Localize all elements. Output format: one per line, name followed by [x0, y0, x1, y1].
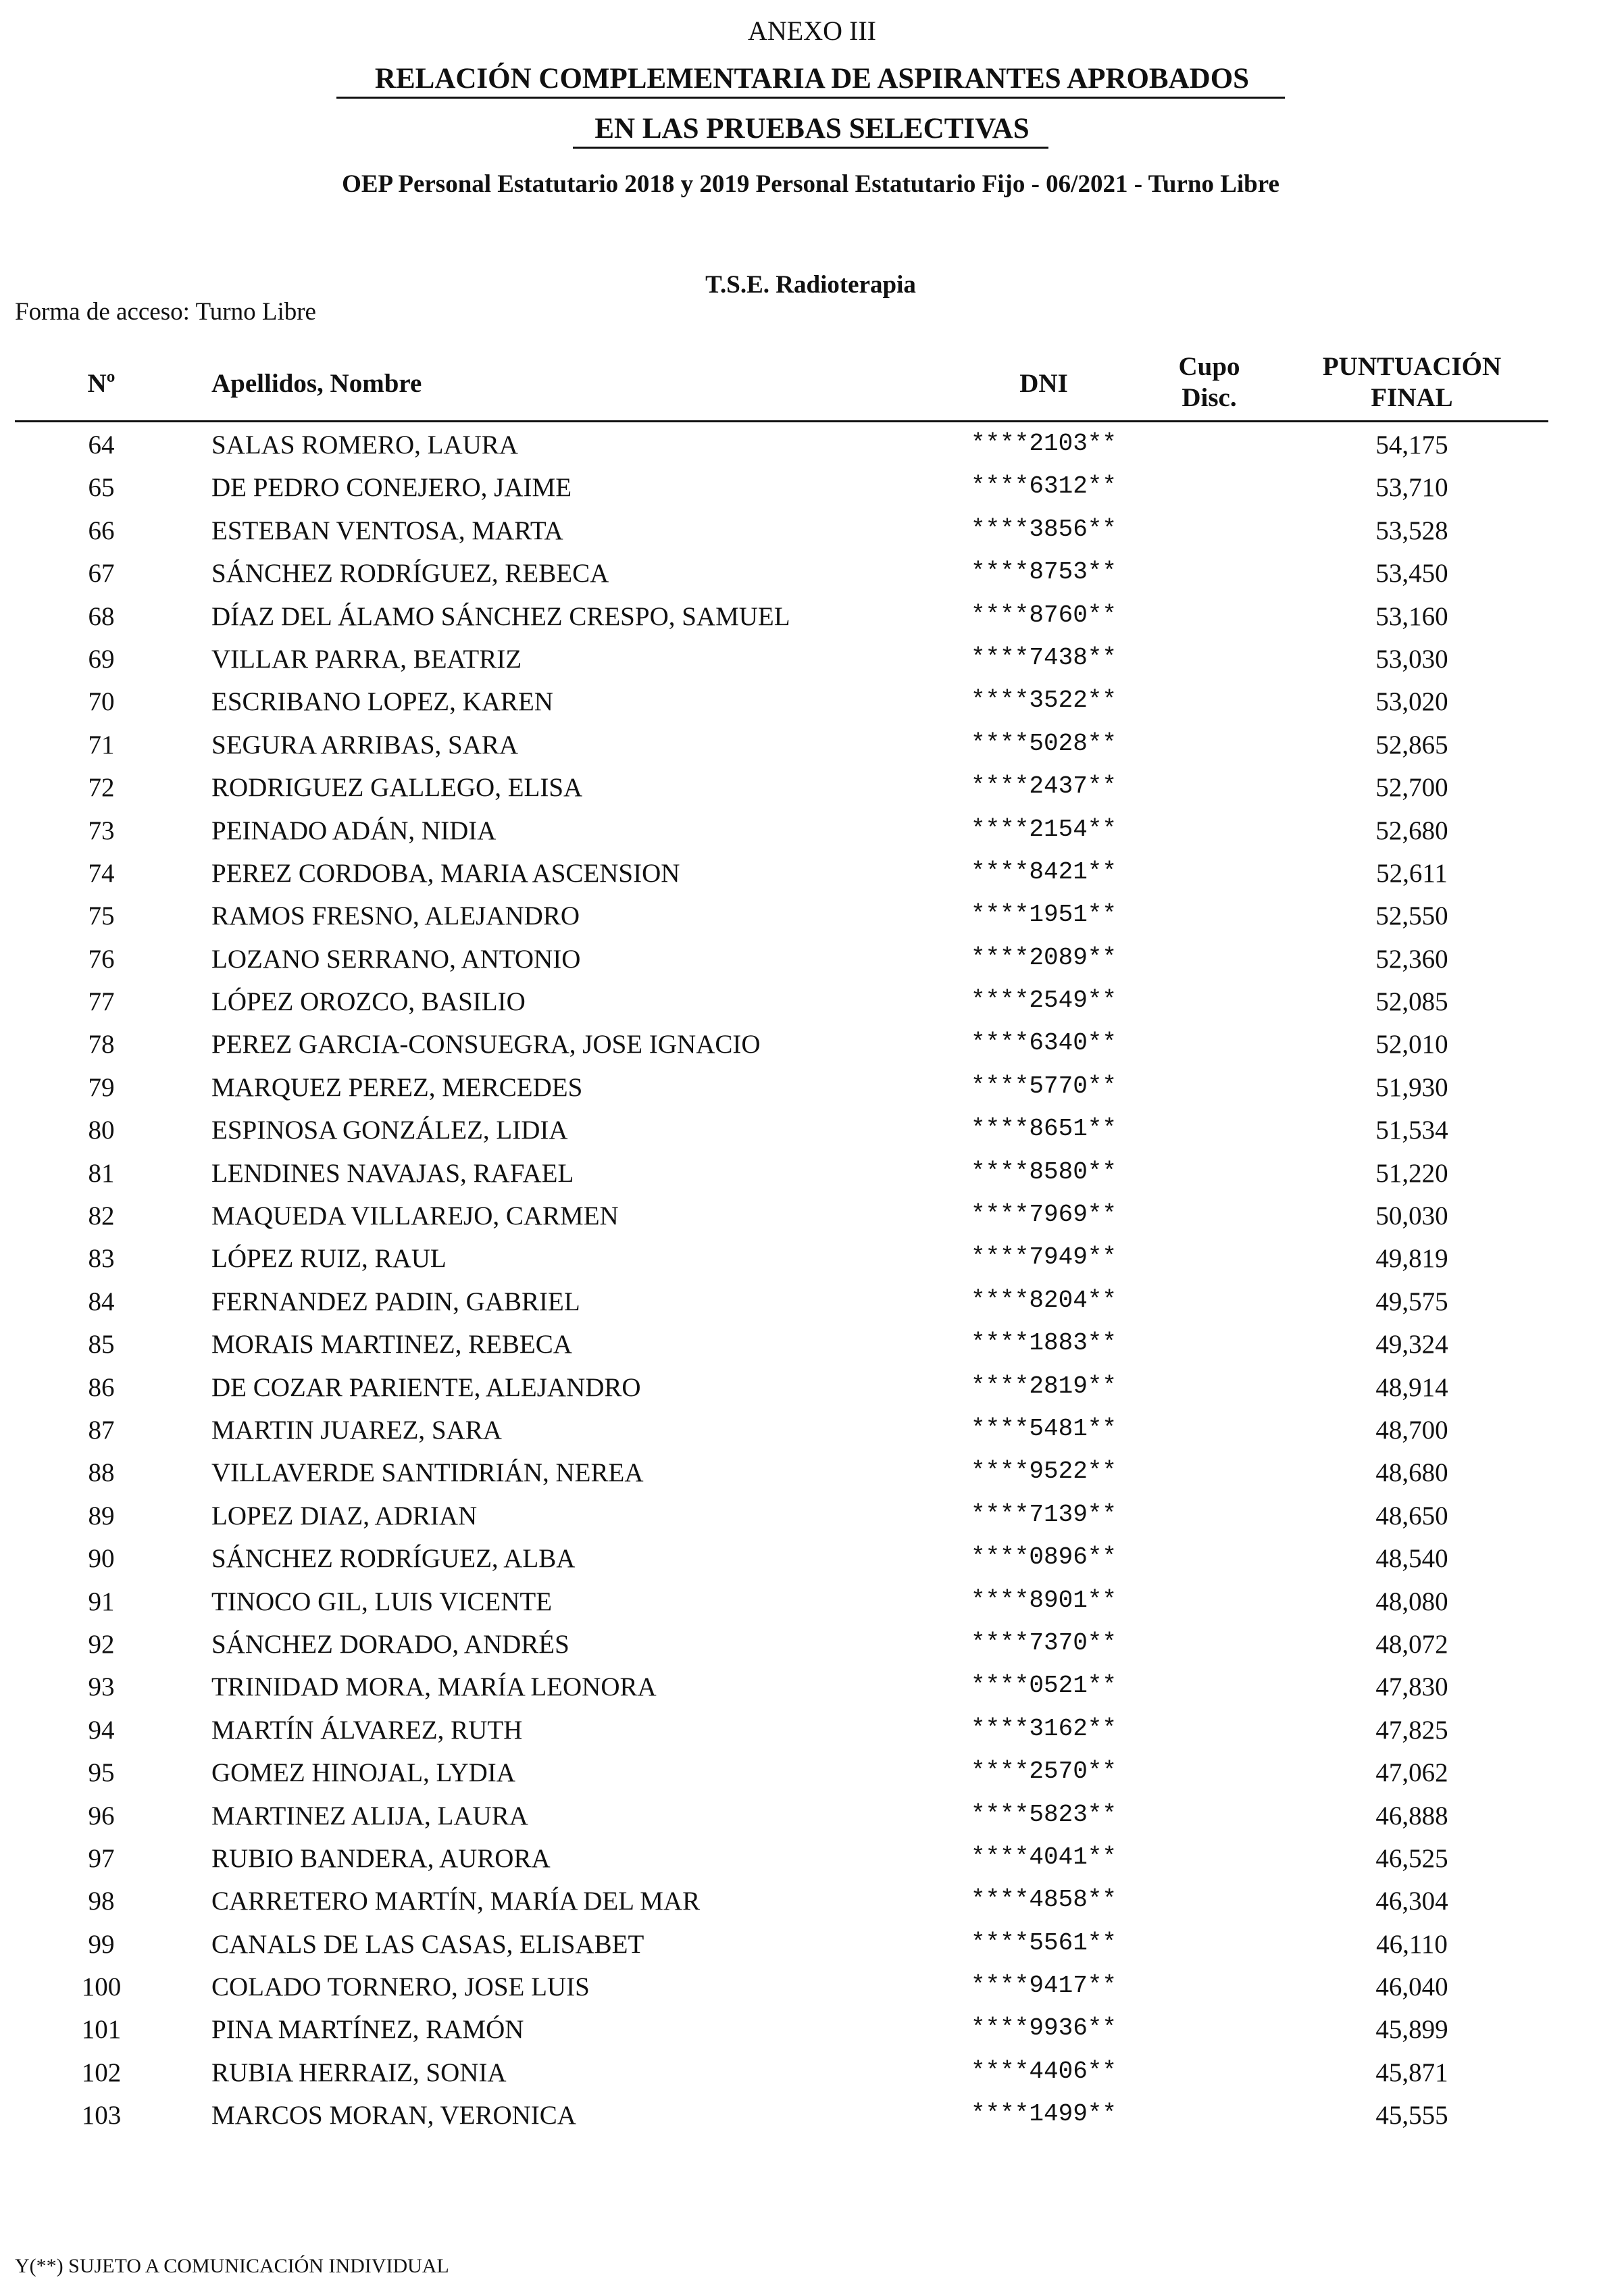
row-number: 83: [88, 1244, 115, 1274]
row-number: 76: [88, 944, 115, 974]
header-rule: [15, 420, 1548, 422]
row-number: 101: [81, 2015, 122, 2045]
row-dni: ****7370**: [970, 1628, 1117, 1657]
row-dni: ****1499**: [970, 2100, 1117, 2128]
row-name: LÓPEZ RUIZ, RAUL: [211, 1244, 447, 1274]
table-row: [0, 1665, 1624, 1708]
row-dni: ****8753**: [970, 558, 1117, 587]
row-number: 66: [88, 516, 115, 545]
row-name: GOMEZ HINOJAL, LYDIA: [211, 1758, 515, 1788]
annex-label: ANEXO III: [748, 16, 876, 46]
row-dni: ****7969**: [970, 1201, 1117, 1229]
row-score: 53,528: [1375, 516, 1448, 545]
row-dni: ****8760**: [970, 601, 1117, 629]
table-row: [0, 1580, 1624, 1622]
row-number: 88: [88, 1458, 115, 1488]
row-number: 68: [88, 601, 115, 631]
row-number: 90: [88, 1544, 115, 1574]
table-row: [0, 2051, 1624, 2093]
title-underline-2: [573, 147, 1048, 149]
row-dni: ****3856**: [970, 515, 1117, 543]
row-number: 85: [88, 1330, 115, 1360]
row-score: 46,888: [1375, 1801, 1448, 1830]
row-name: SÁNCHEZ RODRÍGUEZ, ALBA: [211, 1544, 576, 1574]
row-score: 49,819: [1375, 1244, 1448, 1274]
row-name: MAQUEDA VILLAREJO, CARMEN: [211, 1201, 619, 1231]
row-name: VILLAR PARRA, BEATRIZ: [211, 644, 522, 674]
table-row: [0, 1922, 1624, 1965]
row-score: 51,930: [1375, 1072, 1448, 1102]
row-number: 95: [88, 1758, 115, 1788]
row-name: CARRETERO MARTÍN, MARÍA DEL MAR: [211, 1887, 701, 1916]
row-score: 48,080: [1375, 1587, 1448, 1616]
table-row: [0, 1879, 1624, 1922]
row-dni: ****8651**: [970, 1115, 1117, 1143]
row-score: 47,062: [1375, 1758, 1448, 1788]
row-number: 69: [88, 644, 115, 674]
table-row: [0, 766, 1624, 808]
row-number: 98: [88, 1887, 115, 1916]
row-name: MARTINEZ ALIJA, LAURA: [211, 1801, 528, 1830]
table-row: [0, 1837, 1624, 1879]
row-score: 48,650: [1375, 1501, 1448, 1530]
row-dni: ****1951**: [970, 901, 1117, 929]
row-score: 52,550: [1375, 901, 1448, 931]
row-number: 103: [81, 2101, 122, 2131]
row-name: PEREZ GARCIA-CONSUEGRA, JOSE IGNACIO: [211, 1030, 761, 1060]
row-score: 46,040: [1375, 1972, 1448, 2002]
row-number: 99: [88, 1929, 115, 1959]
column-header-score: PUNTUACIÓN FINAL: [1322, 352, 1502, 412]
table-row: [0, 1066, 1624, 1108]
row-number: 74: [88, 858, 115, 888]
row-name: SEGURA ARRIBAS, SARA: [211, 730, 519, 759]
row-dni: ****7949**: [970, 1243, 1117, 1272]
row-name: TINOCO GIL, LUIS VICENTE: [211, 1587, 553, 1616]
row-score: 52,611: [1376, 858, 1448, 888]
row-number: 78: [88, 1030, 115, 1060]
table-row: [0, 680, 1624, 722]
row-name: RAMOS FRESNO, ALEJANDRO: [211, 901, 580, 931]
row-number: 73: [88, 816, 115, 845]
table-row: [0, 1537, 1624, 1579]
column-header-dni: DNI: [1019, 369, 1068, 398]
row-name: DE PEDRO CONEJERO, JAIME: [211, 473, 572, 503]
row-number: 100: [81, 1972, 122, 2002]
table-row: [0, 937, 1624, 980]
row-dni: ****2437**: [970, 772, 1117, 801]
row-score: 48,072: [1375, 1629, 1448, 1659]
title-underline-1: [336, 97, 1285, 99]
row-score: 53,710: [1375, 473, 1448, 503]
row-name: SÁNCHEZ DORADO, ANDRÉS: [211, 1629, 569, 1659]
row-dni: ****7139**: [970, 1500, 1117, 1528]
row-name: ESPINOSA GONZÁLEZ, LIDIA: [211, 1116, 568, 1145]
row-score: 52,680: [1375, 816, 1448, 845]
row-score: 53,450: [1375, 559, 1448, 589]
row-name: FERNANDEZ PADIN, GABRIEL: [211, 1287, 580, 1316]
row-score: 48,700: [1375, 1415, 1448, 1445]
row-name: DÍAZ DEL ÁLAMO SÁNCHEZ CRESPO, SAMUEL: [211, 601, 790, 631]
row-name: LÓPEZ OROZCO, BASILIO: [211, 987, 526, 1017]
row-name: LOZANO SERRANO, ANTONIO: [211, 944, 581, 974]
table-row: [0, 509, 1624, 551]
row-dni: ****7438**: [970, 643, 1117, 672]
results-table-body: [0, 423, 1624, 2137]
row-score: 51,220: [1375, 1158, 1448, 1188]
row-dni: ****5823**: [970, 1800, 1117, 1828]
row-dni: ****3162**: [970, 1714, 1117, 1743]
table-row: [0, 1322, 1624, 1365]
row-dni: ****4858**: [970, 1886, 1117, 1914]
row-score: 49,575: [1375, 1287, 1448, 1316]
row-dni: ****2103**: [970, 430, 1117, 457]
row-name: PINA MARTÍNEZ, RAMÓN: [211, 2015, 524, 2045]
row-number: 93: [88, 1672, 115, 1702]
row-name: CANALS DE LAS CASAS, ELISABET: [211, 1929, 644, 1959]
document-title-line1: RELACIÓN COMPLEMENTARIA DE ASPIRANTES APROBADOS: [374, 63, 1250, 95]
row-number: 92: [88, 1629, 115, 1659]
row-number: 70: [88, 687, 115, 717]
row-score: 52,700: [1375, 773, 1448, 803]
specialty-label: T.S.E. Radioterapia: [705, 271, 916, 299]
row-score: 52,085: [1375, 987, 1448, 1017]
row-number: 91: [88, 1587, 115, 1616]
table-row: [0, 1408, 1624, 1451]
row-number: 102: [81, 2058, 122, 2087]
row-score: 53,030: [1375, 644, 1448, 674]
row-dni: ****4041**: [970, 1843, 1117, 1871]
row-name: LENDINES NAVAJAS, RAFAEL: [211, 1158, 574, 1188]
row-number: 81: [88, 1158, 115, 1188]
row-number: 94: [88, 1715, 115, 1745]
row-score: 45,871: [1375, 2058, 1448, 2087]
table-row: [0, 1108, 1624, 1151]
row-number: 86: [88, 1372, 115, 1402]
row-dni: ****9936**: [970, 2014, 1117, 2043]
row-dni: ****8580**: [970, 1157, 1117, 1186]
table-row: [0, 637, 1624, 680]
row-name: MARQUEZ PEREZ, MERCEDES: [211, 1072, 583, 1102]
row-number: 71: [88, 730, 115, 759]
table-row: [0, 423, 1624, 466]
row-score: 52,360: [1375, 944, 1448, 974]
row-name: MARTIN JUAREZ, SARA: [211, 1415, 502, 1445]
row-name: DE COZAR PARIENTE, ALEJANDRO: [211, 1372, 641, 1402]
table-row: [0, 1794, 1624, 1837]
row-score: 47,825: [1375, 1715, 1448, 1745]
row-dni: ****5481**: [970, 1414, 1117, 1443]
row-dni: ****2549**: [970, 987, 1117, 1015]
table-row: [0, 1237, 1624, 1279]
row-number: 84: [88, 1287, 115, 1316]
row-name: MARTÍN ÁLVAREZ, RUTH: [211, 1715, 523, 1745]
document-title-line2: EN LAS PRUEBAS SELECTIVAS: [594, 113, 1030, 145]
row-name: TRINIDAD MORA, MARÍA LEONORA: [211, 1672, 657, 1702]
table-row: [0, 2008, 1624, 2050]
table-row: [0, 1022, 1624, 1065]
row-name: MARCOS MORAN, VERONICA: [211, 2101, 576, 2131]
row-score: 48,914: [1375, 1372, 1448, 1402]
row-number: 96: [88, 1801, 115, 1830]
row-score: 45,899: [1375, 2015, 1448, 2045]
row-number: 72: [88, 773, 115, 803]
row-score: 48,540: [1375, 1544, 1448, 1574]
row-score: 51,534: [1375, 1116, 1448, 1145]
row-dni: ****0521**: [970, 1672, 1117, 1700]
table-row: [0, 551, 1624, 594]
row-name: VILLAVERDE SANTIDRIÁN, NEREA: [211, 1458, 644, 1488]
row-name: PEREZ CORDOBA, MARIA ASCENSION: [211, 858, 680, 888]
row-number: 97: [88, 1843, 115, 1873]
row-score: 45,555: [1375, 2101, 1448, 2131]
table-row: [0, 1194, 1624, 1237]
row-name: LOPEZ DIAZ, ADRIAN: [211, 1501, 478, 1530]
row-dni: ****9417**: [970, 1972, 1117, 2000]
table-row: [0, 595, 1624, 637]
column-header-cupo: Cupo Disc.: [1178, 352, 1240, 412]
footnote: Y(**) SUJETO A COMUNICACIÓN INDIVIDUAL: [15, 2255, 449, 2277]
row-score: 46,304: [1375, 1887, 1448, 1916]
table-row: [0, 1366, 1624, 1408]
table-row: [0, 1280, 1624, 1322]
row-number: 75: [88, 901, 115, 931]
row-score: 46,110: [1376, 1929, 1448, 1959]
row-dni: ****2819**: [970, 1372, 1117, 1400]
table-row: [0, 980, 1624, 1022]
row-dni: ****6340**: [970, 1029, 1117, 1057]
row-name: ESTEBAN VENTOSA, MARTA: [211, 516, 563, 545]
row-dni: ****9522**: [970, 1458, 1117, 1486]
row-dni: ****6312**: [970, 472, 1117, 501]
row-name: RODRIGUEZ GALLEGO, ELISA: [211, 773, 583, 803]
row-dni: ****1883**: [970, 1329, 1117, 1357]
row-name: MORAIS MARTINEZ, REBECA: [211, 1330, 572, 1360]
table-row: [0, 1494, 1624, 1537]
row-number: 80: [88, 1116, 115, 1145]
row-dni: ****8901**: [970, 1586, 1117, 1614]
row-dni: ****2154**: [970, 815, 1117, 843]
table-row: [0, 723, 1624, 766]
table-row: [0, 1708, 1624, 1751]
row-name: SÁNCHEZ RODRÍGUEZ, REBECA: [211, 559, 609, 589]
row-number: 79: [88, 1072, 115, 1102]
row-score: 47,830: [1375, 1672, 1448, 1702]
row-number: 67: [88, 559, 115, 589]
row-dni: ****4406**: [970, 2057, 1117, 2085]
access-form-label: Forma de acceso: Turno Libre: [15, 298, 316, 326]
row-number: 65: [88, 473, 115, 503]
row-dni: ****8421**: [970, 857, 1117, 886]
row-dni: ****5028**: [970, 729, 1117, 757]
row-score: 52,865: [1375, 730, 1448, 759]
row-score: 53,020: [1375, 687, 1448, 717]
row-number: 89: [88, 1501, 115, 1530]
table-row: [0, 2093, 1624, 2136]
row-number: 77: [88, 987, 115, 1017]
table-row: [0, 809, 1624, 851]
column-header-name: Apellidos, Nombre: [211, 369, 422, 398]
row-number: 82: [88, 1201, 115, 1231]
row-name: RUBIO BANDERA, AURORA: [211, 1843, 551, 1873]
row-score: 54,175: [1375, 430, 1448, 459]
column-header-number: Nº: [87, 369, 116, 398]
row-name: PEINADO ADÁN, NIDIA: [211, 816, 497, 845]
row-name: SALAS ROMERO, LAURA: [211, 430, 518, 459]
row-dni: ****0896**: [970, 1543, 1117, 1572]
row-name: ESCRIBANO LOPEZ, KAREN: [211, 687, 553, 717]
row-name: RUBIA HERRAIZ, SONIA: [211, 2058, 507, 2087]
row-score: 46,525: [1375, 1843, 1448, 1873]
row-dni: ****5770**: [970, 1072, 1117, 1100]
row-score: 50,030: [1375, 1201, 1448, 1231]
row-number: 64: [88, 430, 115, 459]
table-row: [0, 1151, 1624, 1194]
row-score: 52,010: [1375, 1030, 1448, 1060]
row-dni: ****2089**: [970, 943, 1117, 972]
table-row: [0, 894, 1624, 937]
table-row: [0, 851, 1624, 894]
table-row: [0, 1451, 1624, 1493]
row-score: 53,160: [1375, 601, 1448, 631]
row-dni: ****3522**: [970, 687, 1117, 715]
table-row: [0, 1751, 1624, 1793]
row-dni: ****5561**: [970, 1928, 1117, 1957]
table-row: [0, 1622, 1624, 1665]
row-dni: ****2570**: [970, 1758, 1117, 1786]
table-row: [0, 466, 1624, 508]
row-name: COLADO TORNERO, JOSE LUIS: [211, 1972, 590, 2002]
row-number: 87: [88, 1415, 115, 1445]
row-score: 49,324: [1375, 1330, 1448, 1360]
table-row: [0, 1965, 1624, 2008]
oep-description: OEP Personal Estatutario 2018 y 2019 Personal Estatutario Fijo - 06/2021 - Turno Libre: [342, 170, 1279, 198]
row-score: 48,680: [1375, 1458, 1448, 1488]
row-dni: ****8204**: [970, 1286, 1117, 1314]
